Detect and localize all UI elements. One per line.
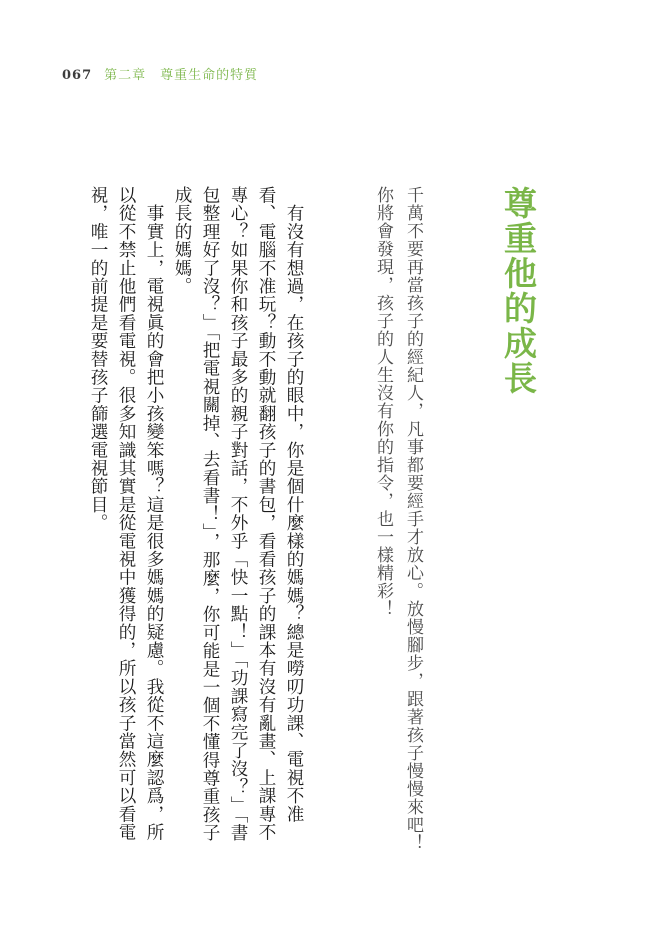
intro-line: 千萬不要再當孩子的經紀人，凡事都要經手才放心。放慢腳步，跟著孩子慢慢來吧！ (403, 186, 423, 852)
chapter-title: 尊重生命的特質 (160, 68, 259, 83)
page-number: 067 (62, 68, 93, 83)
intro-line: 你將會發現，孩子的人生沒有你的指令，也一樣精彩！ (373, 186, 393, 618)
section-title: 尊重他的成長 (499, 186, 538, 396)
chapter-label: 第二章 (104, 68, 147, 83)
running-header (62, 66, 258, 86)
intro-text (368, 186, 428, 852)
body-text (88, 186, 308, 856)
body-paragraph: 有沒有想過，在孩子的眼中，你是個什麼樣的媽媽？總是嘮叨功課、電視不准看、電腦不准玩？動不動就翻孩子的書包，看看孩子的課本有沒有亂畫、上課專不專心？如果你和孩子最多的親子對話，不外乎「快一點！」「功課寫完了沒？」「書包整理好了沒？」「把電視關掉、去看書！」，那麼，你可能是一個不懂得尊重孩子成長的媽媽。 (172, 186, 304, 842)
body-paragraph: 事實上，電視眞的會把小孩變笨嗎？這是很多媽媽的疑慮。我從不這麼認爲，所以從不禁止他們看電視。很多知識其實是從電視中獲得的，所以孩子當然可以看電視，唯一的前提是要替孩子篩選電視節目。 (88, 186, 164, 842)
